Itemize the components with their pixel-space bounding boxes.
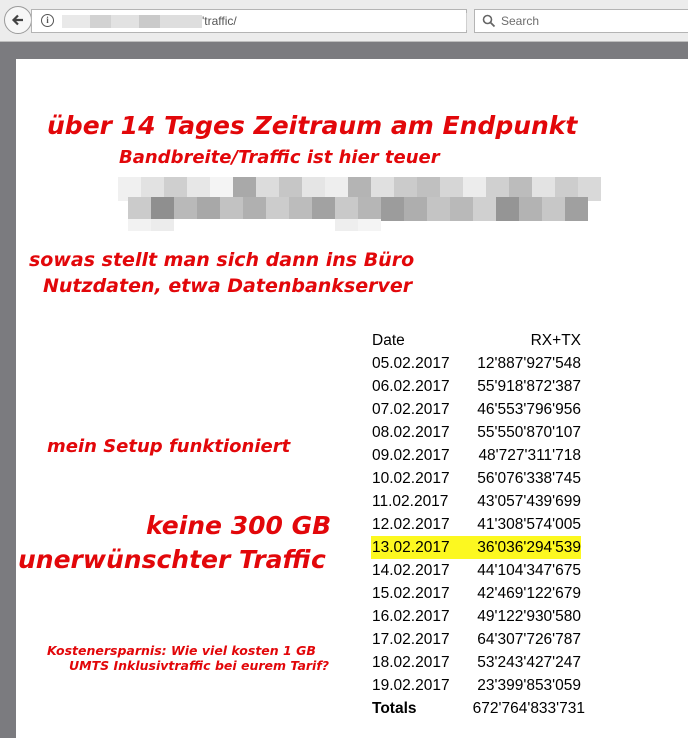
pixelated-redaction-row-2 (128, 197, 588, 221)
row-value: 53'243'427'247 (477, 654, 581, 671)
annotation-title: über 14 Tages Zeitraum am Endpunkt (47, 111, 578, 140)
table-totals-row (371, 697, 585, 720)
annotation-line-5: mein Setup funktioniert (47, 436, 291, 457)
row-date: 13.02.2017 (372, 539, 450, 556)
row-value: 55'550'870'107 (477, 424, 581, 441)
address-bar[interactable] (31, 9, 467, 33)
table-row (371, 490, 581, 513)
row-value: 36'036'294'539 (477, 539, 581, 556)
row-date: 11.02.2017 (372, 493, 449, 510)
annotation-line-3: sowas stellt man sich dann ins Büro (29, 249, 415, 271)
row-value: 12'887'927'548 (477, 355, 581, 372)
row-date: 15.02.2017 (372, 585, 450, 602)
row-value: 48'727'311'718 (478, 447, 581, 464)
row-value: 46'553'796'956 (477, 401, 581, 418)
table-row (371, 628, 581, 651)
header-value: RX+TX (530, 332, 581, 349)
table-header (371, 329, 581, 352)
table-row (371, 513, 581, 536)
back-button[interactable] (4, 6, 32, 34)
row-date: 08.02.2017 (372, 424, 450, 441)
row-date: 06.02.2017 (372, 378, 450, 395)
browser-toolbar (0, 0, 688, 42)
row-date: 09.02.2017 (372, 447, 450, 464)
annotation-line-4: Nutzdaten, etwa Datenbankserver (43, 275, 413, 297)
table-row (371, 674, 581, 697)
table-row (371, 352, 581, 375)
row-value: 23'399'853'059 (477, 677, 581, 694)
row-date: 14.02.2017 (372, 562, 450, 579)
row-date: 12.02.2017 (372, 516, 450, 533)
table-row (371, 444, 581, 467)
row-value: 43'057'439'699 (477, 493, 581, 510)
arrow-left-icon (10, 12, 26, 28)
row-value: 42'469'122'679 (477, 585, 581, 602)
annotation-line-9: UMTS Inklusivtraffic bei eurem Tarif? (69, 658, 330, 673)
table-row (371, 421, 581, 444)
row-date: 17.02.2017 (372, 631, 450, 648)
row-date: 18.02.2017 (372, 654, 450, 671)
totals-label: Totals (372, 700, 417, 717)
table-row (371, 467, 581, 490)
info-icon[interactable]: i (41, 14, 54, 27)
row-value: 56'076'338'745 (477, 470, 581, 487)
divider (466, 13, 467, 30)
table-row (371, 605, 581, 628)
totals-value: 672'764'833'731 (472, 700, 585, 717)
row-value: 41'308'574'005 (477, 516, 581, 533)
table-row (371, 651, 581, 674)
table-row (371, 398, 581, 421)
header-date: Date (372, 332, 405, 349)
url-redacted (62, 15, 202, 28)
annotation-line-8: Kostenersparnis: Wie viel kosten 1 GB (47, 643, 316, 658)
table-row (371, 559, 581, 582)
page-content (16, 59, 688, 738)
row-value: 44'104'347'675 (477, 562, 581, 579)
row-date: 05.02.2017 (372, 355, 450, 372)
annotation-subtitle: Bandbreite/Traffic ist hier teuer (119, 147, 440, 168)
table-row-highlighted (371, 536, 581, 559)
table-row (371, 582, 581, 605)
search-icon (482, 14, 496, 28)
search-bar[interactable] (474, 9, 688, 33)
row-value: 55'918'872'387 (477, 378, 581, 395)
row-value: 49'122'930'580 (477, 608, 581, 625)
annotation-line-6: keine 300 GB (146, 511, 332, 540)
table-row (371, 375, 581, 398)
annotation-line-7: unerwünschter Traffic (18, 545, 326, 574)
traffic-table (371, 329, 585, 720)
row-date: 19.02.2017 (372, 677, 450, 694)
row-date: 16.02.2017 (372, 608, 450, 625)
row-date: 07.02.2017 (372, 401, 450, 418)
url-text: 'traffic/ (202, 14, 237, 28)
row-date: 10.02.2017 (372, 470, 450, 487)
search-placeholder: Search (501, 14, 540, 28)
pixelated-redaction-row-3 (128, 219, 381, 231)
row-value: 64'307'726'787 (477, 631, 581, 648)
